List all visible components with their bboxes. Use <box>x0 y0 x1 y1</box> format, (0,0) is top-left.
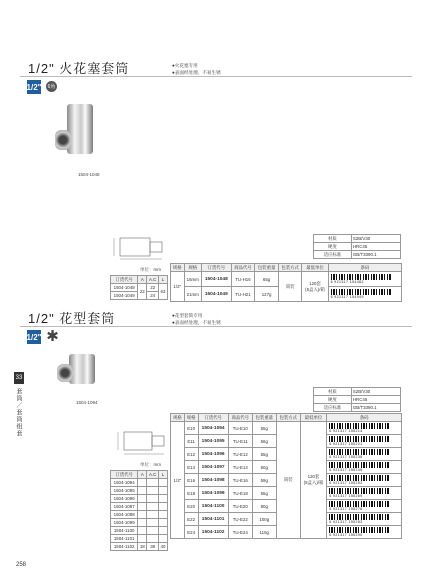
cell: 127g <box>255 287 279 302</box>
barcode-number: 6 921317 155238 <box>329 455 363 459</box>
col-header: 订货代号 <box>111 276 138 284</box>
cell: 简装 <box>278 272 302 302</box>
col-header: 规格 <box>171 264 185 272</box>
cell: 1504-1094 <box>111 479 138 487</box>
cell: 38 <box>147 543 159 551</box>
unit-caption: 单位：mm <box>140 462 161 467</box>
cell: 63 <box>159 284 168 300</box>
col-header: 商品代号 <box>231 264 255 272</box>
cell: 1504-1100 <box>111 527 138 535</box>
spec-table <box>313 234 401 259</box>
col-header: 商品代号 <box>228 414 252 422</box>
cell: 120套 (5盒入)/箱 <box>300 422 327 539</box>
cell: 1504-1094 <box>198 422 228 435</box>
barcode-number: 6 921317 155276 <box>329 507 363 511</box>
drive-badge: 1/2" <box>27 80 41 94</box>
col-header: 包装重量 <box>252 414 276 422</box>
barcode <box>327 461 402 474</box>
cell: 1504-1049 <box>201 287 231 302</box>
col-header: 包装方式 <box>276 414 300 422</box>
col-header: 包装方式 <box>278 264 302 272</box>
dimension-drawing <box>106 232 168 262</box>
section1-title: 1/2" 火花塞套筒 <box>28 61 130 76</box>
col-header: 条码 <box>327 414 402 422</box>
spec-label: 适应标准 <box>314 251 352 259</box>
cell: E12 <box>184 448 198 461</box>
spec-value: GB/T3390.1 <box>351 404 400 412</box>
hex-icon: 6角 <box>46 81 57 92</box>
barcode <box>327 474 402 487</box>
col-header: 规格 <box>184 414 198 422</box>
cell: 80g <box>252 500 276 513</box>
cell: TU-E14 <box>228 461 252 474</box>
barcode <box>327 448 402 461</box>
image-caption: 1504-1048 <box>78 172 100 177</box>
col-header: A.C <box>147 471 159 479</box>
cell: 1504-1098 <box>111 511 138 519</box>
col-header: A <box>138 471 147 479</box>
product-table <box>170 263 402 302</box>
spec-value: S2B/V30 <box>351 235 400 243</box>
barcode <box>327 526 402 539</box>
page-number: 258 <box>16 562 27 568</box>
cell: TU-E12 <box>228 448 252 461</box>
cell: 65g <box>252 487 276 500</box>
cell: TU-E20 <box>228 500 252 513</box>
dimension-table <box>110 275 168 300</box>
features-list <box>172 312 221 326</box>
col-header: 包装重量 <box>255 264 279 272</box>
col-header: A.C <box>147 276 159 284</box>
cell: 1504-1097 <box>198 461 228 474</box>
feature-item: ●火花塞专用 <box>172 63 198 68</box>
cell: E14 <box>184 461 198 474</box>
cell: 1504-1049 <box>111 292 138 300</box>
barcode-number: 6 921317 154949 <box>330 295 364 299</box>
cell: 1504-1099 <box>198 487 228 500</box>
cell: 55g <box>252 448 276 461</box>
cell: 1504-1098 <box>198 474 228 487</box>
spec-value: GB/T3390.1 <box>351 251 400 259</box>
barcode <box>328 287 401 302</box>
table-row <box>111 284 168 292</box>
barcode-number: 6 921317 155245 <box>329 468 363 472</box>
barcode-number: 6 921317 155214 <box>329 429 363 433</box>
table-row <box>111 535 168 543</box>
torx-icon: ✱ <box>46 328 59 345</box>
dimension-table <box>110 470 168 551</box>
table-row <box>171 422 402 435</box>
cell: 1504-1099 <box>111 519 138 527</box>
cell: TU-H16 <box>231 272 255 287</box>
cell: 1504-1097 <box>111 503 138 511</box>
cell: 55g <box>252 422 276 435</box>
drive-badge: 1/2" <box>27 330 41 344</box>
cell: E18 <box>184 487 198 500</box>
col-header: 规格 <box>184 264 201 272</box>
cell: TU-E11 <box>228 435 252 448</box>
barcode-number: 6 921317 155252 <box>329 481 363 485</box>
cell: TU-E10 <box>228 422 252 435</box>
barcode <box>327 487 402 500</box>
cell: E24 <box>184 526 198 539</box>
drive-cell: 1/2" <box>171 422 185 539</box>
cell: TU-E22 <box>228 513 252 526</box>
table-row <box>111 543 168 551</box>
spec-label: 硬度 <box>314 243 352 251</box>
table-row <box>111 503 168 511</box>
cell: 1504-1096 <box>111 495 138 503</box>
cell: TU-E18 <box>228 487 252 500</box>
table-row <box>111 527 168 535</box>
spec-value: HRC45 <box>351 396 400 404</box>
spec-label: 硬度 <box>314 396 352 404</box>
barcode-number: 6 921317 155221 <box>329 442 363 446</box>
col-header: 最低单位 <box>300 414 327 422</box>
barcode <box>327 500 402 513</box>
product-image <box>55 98 103 160</box>
col-header: 订货代号 <box>201 264 231 272</box>
cell: 21mm <box>184 287 201 302</box>
col-header: 订货代号 <box>198 414 228 422</box>
table-row <box>111 511 168 519</box>
col-header: 订货代号 <box>111 471 138 479</box>
unit-caption: 单位：mm <box>140 267 161 272</box>
cell: 22 <box>138 284 147 300</box>
table-row <box>171 272 402 287</box>
col-header: 条码 <box>328 264 401 272</box>
spec-value: HRC45 <box>351 243 400 251</box>
cell: 16mm <box>184 272 201 287</box>
cell: 22 <box>147 284 159 292</box>
cell: TU-H21 <box>231 287 255 302</box>
spec-table <box>313 387 401 412</box>
cell: 115g <box>252 526 276 539</box>
cell: 1504-1048 <box>111 284 138 292</box>
cell: 65g <box>255 272 279 287</box>
barcode-number: 6 921317 154482 <box>330 280 364 284</box>
cell: 简装 <box>276 422 300 539</box>
product-table <box>170 413 402 539</box>
section2-title: 1/2" 花型套筒 <box>28 311 116 326</box>
cell: 18 <box>138 543 147 551</box>
cell: TU-E16 <box>228 474 252 487</box>
cell: 24 <box>147 292 159 300</box>
cell: E22 <box>184 513 198 526</box>
cell: 1504-1102 <box>198 526 228 539</box>
drive-cell: 1/2" <box>171 272 185 302</box>
cell: 120套 (5盒入)/箱 <box>302 272 328 302</box>
col-header: L <box>159 276 168 284</box>
barcode-number: 6 921317 155283 <box>329 520 363 524</box>
cell: E11 <box>184 435 198 448</box>
col-header: L <box>159 471 168 479</box>
cell: E10 <box>184 422 198 435</box>
spec-value: S2B/V30 <box>351 388 400 396</box>
table-row <box>111 519 168 527</box>
cell: E20 <box>184 500 198 513</box>
spec-label: 适应标准 <box>314 404 352 412</box>
cell: 60g <box>252 461 276 474</box>
product-image <box>55 350 103 390</box>
table-row <box>111 495 168 503</box>
dimension-drawing <box>110 426 168 458</box>
cell: 100g <box>252 513 276 526</box>
barcode <box>327 513 402 526</box>
barcode-number: 6 921317 155290 <box>329 533 363 537</box>
divider <box>20 326 412 327</box>
feature-item: ●表面经处理，不易生锈 <box>172 320 221 325</box>
features-list <box>172 62 221 76</box>
cell: 1504-1048 <box>201 272 231 287</box>
image-caption: 1504-1094 <box>76 400 98 405</box>
feature-item: ●表面经处理，不易生锈 <box>172 70 221 75</box>
cell: 1504-1102 <box>111 543 138 551</box>
table-row <box>111 479 168 487</box>
cell: 1504-1095 <box>198 435 228 448</box>
feature-item: ●花型套筒专用 <box>172 313 203 318</box>
cell: E16 <box>184 474 198 487</box>
divider <box>20 76 412 77</box>
col-header: 最低单位 <box>302 264 328 272</box>
col-header: 规格 <box>171 414 185 422</box>
cell: 40 <box>159 543 168 551</box>
cell: 1504-1100 <box>198 500 228 513</box>
cell: 1504-1101 <box>198 513 228 526</box>
barcode-number: 6 921317 155269 <box>329 494 363 498</box>
barcode <box>328 272 401 287</box>
cell: 1504-1101 <box>111 535 138 543</box>
chapter-number: 33 <box>14 372 24 384</box>
cell: 56g <box>252 435 276 448</box>
cell: 59g <box>252 474 276 487</box>
chapter-label: 套筒／套筒组套 <box>15 388 21 437</box>
col-header: A <box>138 276 147 284</box>
cell: TU-E24 <box>228 526 252 539</box>
spec-label: 材质 <box>314 235 352 243</box>
cell: 1504-1096 <box>198 448 228 461</box>
barcode <box>327 422 402 435</box>
table-row <box>111 487 168 495</box>
cell: 1504-1095 <box>111 487 138 495</box>
spec-label: 材质 <box>314 388 352 396</box>
barcode <box>327 435 402 448</box>
